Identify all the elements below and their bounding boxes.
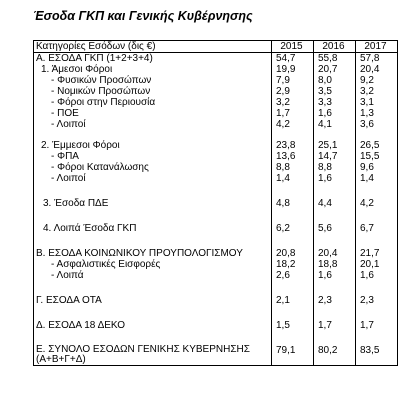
table-row bbox=[34, 162, 398, 173]
cell-2015: 19,9 bbox=[272, 64, 314, 75]
table-row bbox=[34, 198, 398, 209]
row-label: - Λοιποί bbox=[34, 119, 272, 130]
cell-2015: 79,1 bbox=[272, 345, 314, 366]
cell-2015: 7,9 bbox=[272, 75, 314, 86]
table-row bbox=[34, 108, 398, 119]
cell-2017: 9,6 bbox=[356, 162, 398, 173]
cell-2016: 3,3 bbox=[314, 97, 356, 108]
cell-2016: 1,6 bbox=[314, 270, 356, 281]
header-category: Κατηγορίες Εσόδων (δις €) bbox=[34, 41, 272, 53]
cell-2015: 1,5 bbox=[272, 320, 314, 331]
cell-2015: 4,2 bbox=[272, 119, 314, 130]
cell-2015: 2,9 bbox=[272, 86, 314, 97]
row-label: 2. Έμμεσοι Φόροι bbox=[34, 140, 272, 151]
cell-2017: 1,6 bbox=[356, 270, 398, 281]
cell-2017: 1,7 bbox=[356, 320, 398, 331]
row-label: 4. Λοιπά Έσοδα ΓΚΠ bbox=[34, 223, 272, 234]
row-label: 1. Άμεσοι Φόροι bbox=[34, 64, 272, 75]
cell-2017: 3,2 bbox=[356, 86, 398, 97]
cell-2017: 6,7 bbox=[356, 223, 398, 234]
cell-2016: 4,1 bbox=[314, 119, 356, 130]
table-row bbox=[34, 97, 398, 108]
cell-2016: 25,1 bbox=[314, 140, 356, 151]
row-label: - Φόροι στην Περιουσία bbox=[34, 97, 272, 108]
cell-2015: 13,6 bbox=[272, 151, 314, 162]
cell-2017: 3,6 bbox=[356, 119, 398, 130]
table-row bbox=[34, 223, 398, 234]
cell-2017: 3,1 bbox=[356, 97, 398, 108]
cell-2017: 1,3 bbox=[356, 108, 398, 119]
cell-2017: 9,2 bbox=[356, 75, 398, 86]
table-row bbox=[34, 320, 398, 331]
spacer-row bbox=[34, 281, 398, 295]
cell-2015: 4,8 bbox=[272, 198, 314, 209]
cell-2015: 20,8 bbox=[272, 248, 314, 259]
row-label: - Νομικών Προσώπων bbox=[34, 86, 272, 97]
cell-2015: 8,8 bbox=[272, 162, 314, 173]
cell-2015: 23,8 bbox=[272, 140, 314, 151]
cell-2016: 20,7 bbox=[314, 64, 356, 75]
row-label: Γ. ΕΣΟΔΑ ΟΤΑ bbox=[34, 295, 272, 306]
cell-2017: 20,4 bbox=[356, 64, 398, 75]
row-label: Ε. ΣΥΝΟΛΟ ΕΣΟΔΩΝ ΓΕΝΙΚΗΣ ΚΥΒΕΡΝΗΣΗΣ (Α+Β+Γ+Δ) bbox=[34, 345, 272, 366]
cell-2015: 18,2 bbox=[272, 259, 314, 270]
header-year-2016: 2016 bbox=[314, 41, 356, 53]
cell-2016: 55,8 bbox=[314, 53, 356, 65]
cell-2016: 3,5 bbox=[314, 86, 356, 97]
table-row bbox=[34, 53, 398, 65]
row-label: Α. ΕΣΟΔΑ ΓΚΠ (1+2+3+4) bbox=[34, 53, 272, 65]
cell-2016: 8,0 bbox=[314, 75, 356, 86]
cell-2016: 18,8 bbox=[314, 259, 356, 270]
table-row bbox=[34, 270, 398, 281]
row-label: - ΠΟΕ bbox=[34, 108, 272, 119]
cell-2017: 57,8 bbox=[356, 53, 398, 65]
table-row bbox=[34, 64, 398, 75]
cell-2017: 20,1 bbox=[356, 259, 398, 270]
cell-2017: 4,2 bbox=[356, 198, 398, 209]
table-row bbox=[34, 86, 398, 97]
table-row bbox=[34, 119, 398, 130]
cell-2017: 1,4 bbox=[356, 173, 398, 184]
row-label: 3. Έσοδα ΠΔΕ bbox=[34, 198, 272, 209]
spacer-row bbox=[34, 331, 398, 345]
cell-2017: 83,5 bbox=[356, 345, 398, 366]
table-row bbox=[34, 151, 398, 162]
spacer-row bbox=[34, 209, 398, 223]
spacer-row bbox=[34, 184, 398, 198]
row-label: - Φόροι Κατανάλωσης bbox=[34, 162, 272, 173]
cell-2017: 21,7 bbox=[356, 248, 398, 259]
cell-2016: 80,2 bbox=[314, 345, 356, 366]
page-title: Έσοδα ΓΚΠ και Γενικής Κυβέρνησης bbox=[33, 9, 253, 23]
cell-2015: 3,2 bbox=[272, 97, 314, 108]
cell-2015: 1,7 bbox=[272, 108, 314, 119]
table-row bbox=[34, 173, 398, 184]
table-header-row bbox=[34, 41, 398, 53]
row-label: - Φυσικών Προσώπων bbox=[34, 75, 272, 86]
cell-2017: 26,5 bbox=[356, 140, 398, 151]
cell-2015: 6,2 bbox=[272, 223, 314, 234]
cell-2017: 2,3 bbox=[356, 295, 398, 306]
spacer-row bbox=[34, 130, 398, 140]
header-year-2017: 2017 bbox=[356, 41, 398, 53]
table-row bbox=[34, 248, 398, 259]
cell-2016: 4,4 bbox=[314, 198, 356, 209]
cell-2016: 14,7 bbox=[314, 151, 356, 162]
cell-2017: 15,5 bbox=[356, 151, 398, 162]
spacer-row bbox=[34, 234, 398, 248]
table-row-total bbox=[34, 345, 398, 366]
table-row bbox=[34, 140, 398, 151]
cell-2016: 1,7 bbox=[314, 320, 356, 331]
row-label: - ΦΠΑ bbox=[34, 151, 272, 162]
cell-2015: 2,1 bbox=[272, 295, 314, 306]
cell-2015: 54,7 bbox=[272, 53, 314, 65]
row-label: - Λοιπά bbox=[34, 270, 272, 281]
table-row bbox=[34, 75, 398, 86]
table-row bbox=[34, 259, 398, 270]
row-label: Δ. ΕΣΟΔΑ 18 ΔΕΚΟ bbox=[34, 320, 272, 331]
header-year-2015: 2015 bbox=[272, 41, 314, 53]
row-label: - Λοιποί bbox=[34, 173, 272, 184]
cell-2016: 2,3 bbox=[314, 295, 356, 306]
spacer-row bbox=[34, 306, 398, 320]
cell-2016: 1,6 bbox=[314, 173, 356, 184]
row-label: - Ασφαλιστικές Εισφορές bbox=[34, 259, 272, 270]
row-label: Β. ΕΣΟΔΑ ΚΟΙΝΩΝΙΚΟΥ ΠΡΟΥΠΟΛΟΓΙΣΜΟΥ bbox=[34, 248, 272, 259]
table-row bbox=[34, 295, 398, 306]
cell-2015: 2,6 bbox=[272, 270, 314, 281]
cell-2016: 1,6 bbox=[314, 108, 356, 119]
cell-2016: 20,4 bbox=[314, 248, 356, 259]
cell-2016: 8,8 bbox=[314, 162, 356, 173]
revenue-table bbox=[33, 40, 398, 366]
cell-2016: 5,6 bbox=[314, 223, 356, 234]
cell-2015: 1,4 bbox=[272, 173, 314, 184]
